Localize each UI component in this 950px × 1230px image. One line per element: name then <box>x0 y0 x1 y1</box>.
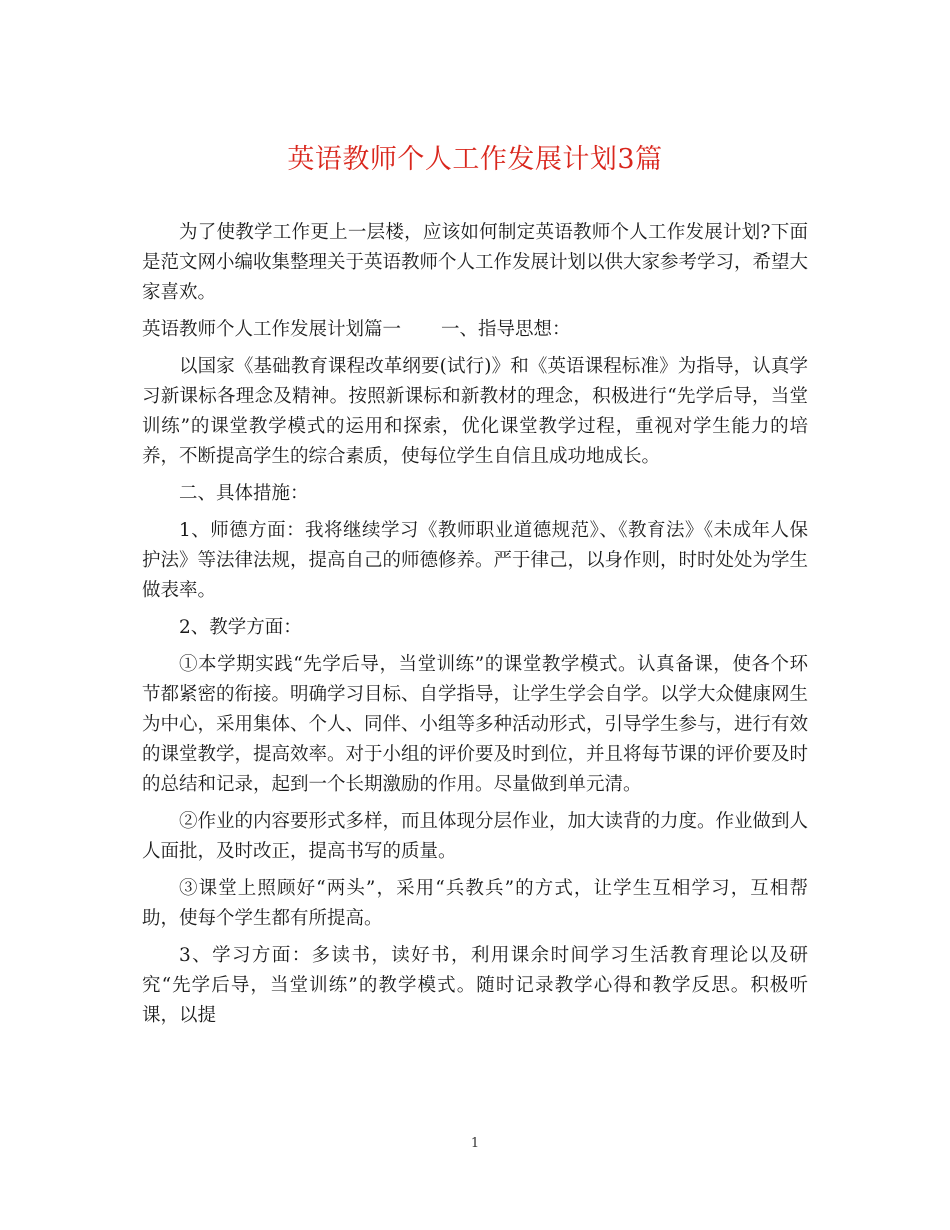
guiding-paragraph: 以国家《基础教育课程改革纲要(试行)》和《英语课程标准》为指导，认真学习新课标各理念及精神。按照新课标和新教材的理念，积极进行“先学后导，当堂训练”的课堂教学模式的运用和探索，优化课堂教学过程，重视对学生能力的培养，不断提高学生的综合素质，使每位学生自信且成功地成长。 <box>142 356 808 467</box>
ethics-paragraph: 1、师德方面：我将继续学习《教师职业道德规范》、《教育法》《未成年人保护法》等法律法规，提高自己的师德修养。严于律己，以身作则，时时处处为学生做表率。 <box>142 520 809 601</box>
page-number: 1 <box>470 1136 480 1151</box>
teaching-item-2: ②作业的内容要形式多样，而且体现分层作业，加大读背的力度。作业做到人人面批，及时改正，提高书写的质量。 <box>142 811 809 862</box>
section-heading-line <box>142 315 808 345</box>
document-body <box>142 218 808 1038</box>
intro-paragraph: 为了使教学工作更上一层楼，应该如何制定英语教师个人工作发展计划?下面是范文网小编收集整理关于英语教师个人工作发展计划以供大家参考学习，希望大家喜欢。 <box>142 222 809 303</box>
teaching-item-1: ①本学期实践“先学后导，当堂训练”的课堂教学模式。认真备课，使各个环节都紧密的衔接。明确学习目标、自学指导，让学生学会自学。以学大众健康网生为中心，采用集体、个人、同伴、小组等多种活动形式，引导学生参与，进行有效的课堂教学，提高效率。对于小组的评价要及时到位，并且将每节课的评价要及时的总结和记录，起到一个长期激励的作用。尽量做到单元清。 <box>142 654 809 795</box>
sub-heading: 一、指导思想： <box>441 319 571 340</box>
section-heading: 英语教师个人工作发展计划篇一 <box>142 319 402 340</box>
teaching-heading: 2、教学方面： <box>179 617 302 638</box>
teaching-item-3: ③课堂上照顾好“两头”，采用“兵教兵”的方式，让学生互相学习，互相帮助，使每个学生都有所提高。 <box>142 878 808 929</box>
measures-heading: 二、具体措施： <box>179 483 309 504</box>
study-paragraph: 3、学习方面：多读书，读好书，利用课余时间学习生活教育理论以及研究“先学后导，当堂训练”的教学模式。随时记录教学心得和教学反思。积极听课，以提 <box>142 945 808 1026</box>
document-title: 英语教师个人工作发展计划3篇 <box>287 144 663 175</box>
